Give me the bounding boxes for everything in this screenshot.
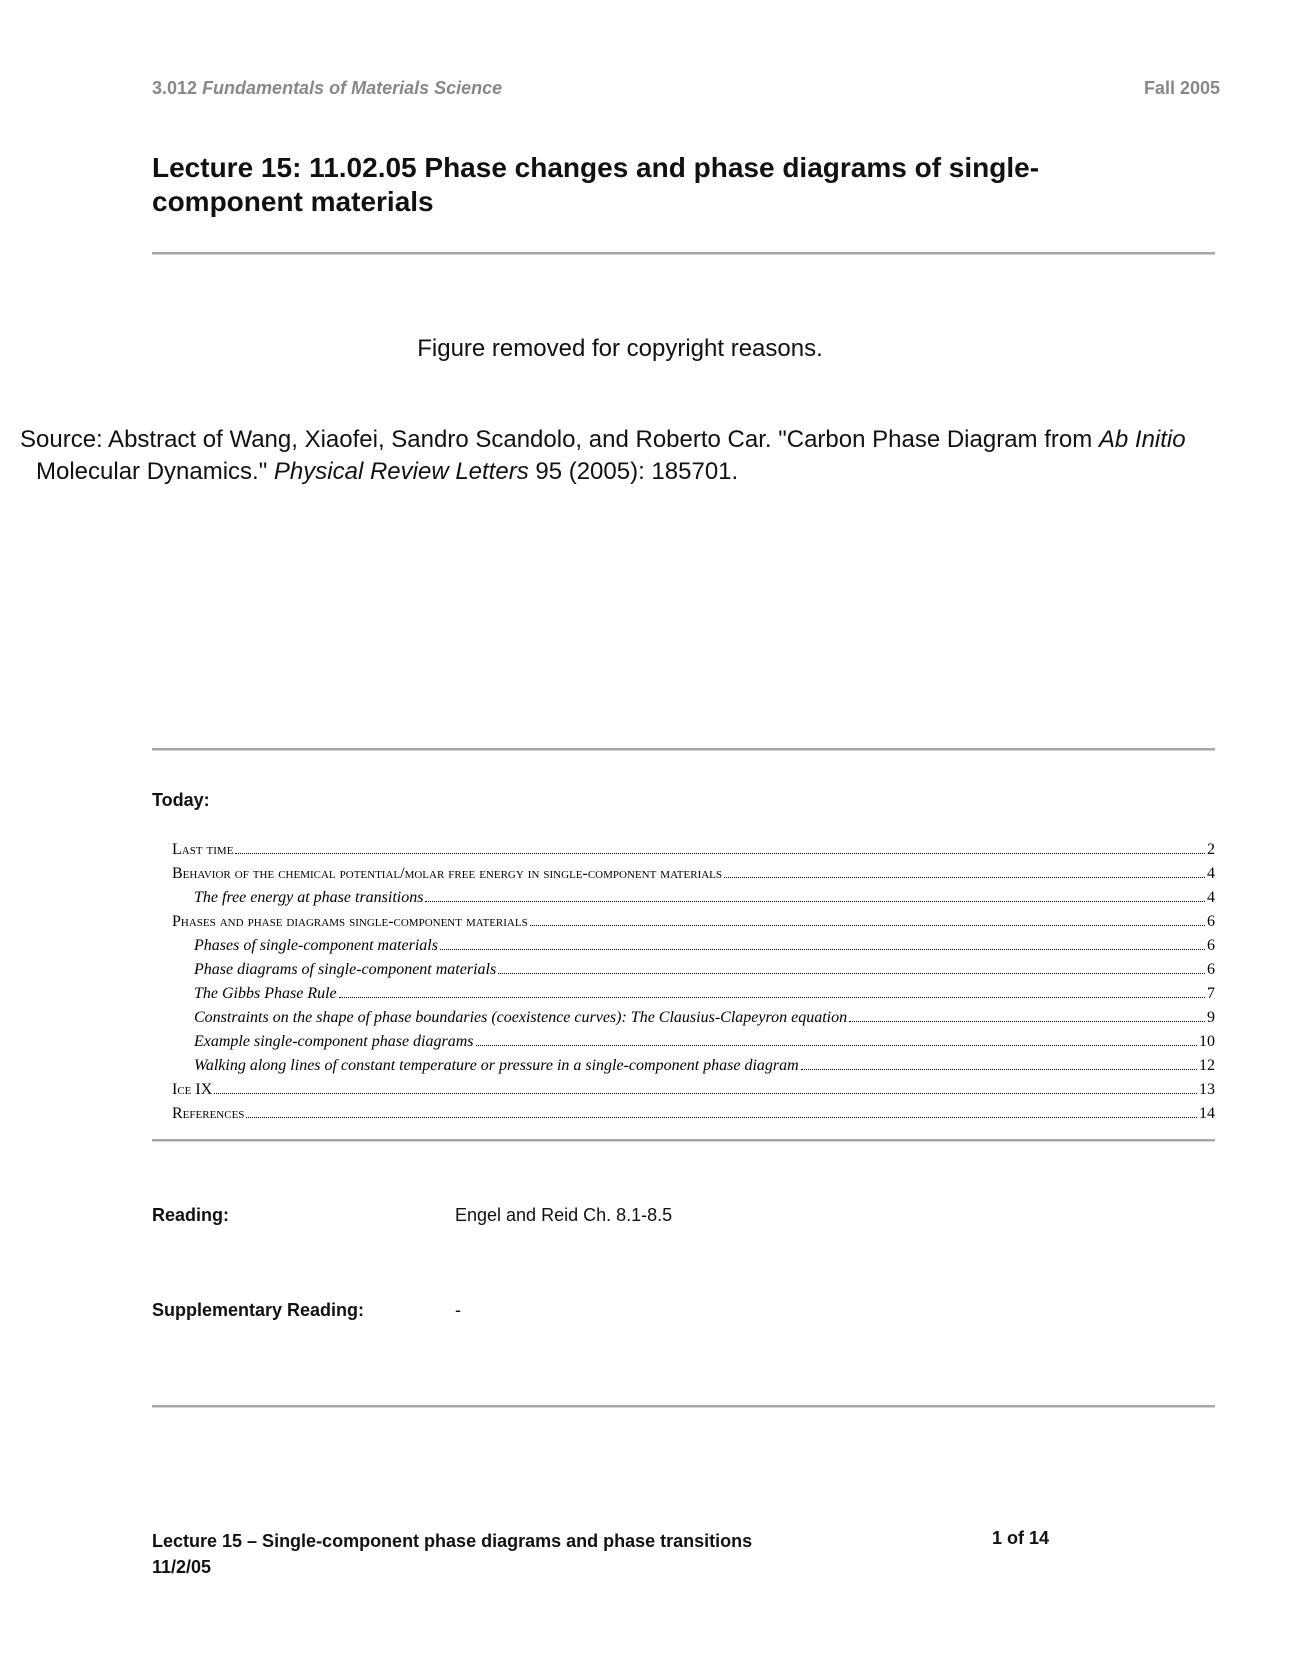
toc-leader	[440, 949, 1205, 950]
footer-date: 11/2/05	[152, 1557, 212, 1577]
course-name: Fundamentals of Materials Science	[202, 78, 503, 98]
toc-entry-label: The Gibbs Phase Rule	[194, 985, 337, 1002]
term-label: Fall 2005	[1143, 78, 1220, 98]
toc-entry-page: 12	[1199, 1057, 1215, 1074]
footer-title: Lecture 15 – Single-component phase diagrams and phase transitions	[152, 1531, 753, 1551]
toc-leader	[246, 1117, 1197, 1118]
toc-leader	[235, 853, 1205, 854]
toc-leader	[530, 925, 1205, 926]
toc-leader	[339, 997, 1205, 998]
divider-bottom	[152, 1405, 1215, 1408]
toc-entry-label: Phase diagrams of single-component materials	[194, 961, 497, 978]
toc-entry[interactable]	[172, 1102, 1215, 1126]
figure-source	[20, 424, 1298, 488]
divider-top	[152, 252, 1215, 255]
toc-entry[interactable]	[172, 1054, 1215, 1078]
toc-entry[interactable]	[172, 862, 1215, 886]
toc-entry-label: Last time	[172, 841, 234, 858]
toc-entry-page: 13	[1199, 1081, 1215, 1098]
supplementary-reading-value: -	[455, 1300, 461, 1320]
toc-entry-page: 4	[1207, 889, 1215, 906]
toc-entry[interactable]	[172, 958, 1215, 982]
course-number: 3.012	[152, 78, 198, 98]
toc-leader	[425, 901, 1205, 902]
toc-entry[interactable]	[172, 910, 1215, 934]
source-text-1: Source: Abstract of Wang, Xiaofei, Sandro Scandolo, and Roberto Car. "Carbon Phase Diagram from	[20, 426, 1099, 453]
divider-toc-bottom	[152, 1139, 1215, 1142]
page-footer	[152, 1528, 752, 1580]
toc-entry[interactable]	[172, 1078, 1215, 1102]
toc-entry-page: 9	[1207, 1009, 1215, 1026]
source-text-3: 95 (2005): 185701.	[528, 458, 739, 485]
toc-entry-page: 14	[1199, 1105, 1215, 1122]
toc-entry[interactable]	[172, 982, 1215, 1006]
figure-removed-notice: Figure removed for copyright reasons.	[417, 335, 823, 362]
toc-entry-label: Phases and phase diagrams single-component materials	[172, 913, 528, 930]
title-line-2: component materials	[152, 186, 434, 217]
toc-entry-page: 2	[1207, 841, 1215, 858]
toc-entry-label: Behavior of the chemical potential/molar free energy in single-component materials	[172, 865, 723, 882]
source-text-2: Molecular Dynamics."	[36, 458, 274, 485]
today-heading: Today:	[152, 790, 210, 810]
table-of-contents	[172, 838, 1215, 1126]
toc-entry[interactable]	[172, 838, 1215, 862]
toc-entry[interactable]	[172, 1006, 1215, 1030]
toc-entry[interactable]	[172, 934, 1215, 958]
page-number: 1 of 14	[992, 1528, 1050, 1548]
toc-leader	[849, 1021, 1205, 1022]
toc-leader	[476, 1045, 1197, 1046]
toc-entry[interactable]	[172, 1030, 1215, 1054]
source-journal: Physical Review Letters	[273, 458, 529, 485]
toc-leader	[801, 1069, 1197, 1070]
reading-label: Reading:	[152, 1205, 230, 1225]
toc-entry-label: The free energy at phase transitions	[194, 889, 424, 906]
toc-entry-label: Constraints on the shape of phase boundaries (coexistence curves): The Clausius-Clapeyron equation	[194, 1009, 848, 1026]
toc-entry[interactable]	[172, 886, 1215, 910]
divider-middle	[152, 748, 1215, 751]
toc-entry-page: 6	[1207, 937, 1215, 954]
toc-entry-label: Walking along lines of constant temperature or pressure in a single-component phase diagram	[194, 1057, 799, 1074]
toc-entry-page: 6	[1207, 961, 1215, 978]
toc-entry-page: 6	[1207, 913, 1215, 930]
page-title	[152, 151, 1152, 219]
toc-leader	[214, 1093, 1197, 1094]
toc-entry-page: 10	[1199, 1033, 1215, 1050]
title-line-1: Lecture 15: 11.02.05 Phase changes and phase diagrams of single-	[152, 152, 1040, 183]
toc-entry-label: Phases of single-component materials	[194, 937, 438, 954]
reading-value: Engel and Reid Ch. 8.1-8.5	[455, 1205, 673, 1225]
source-line-2	[20, 456, 1298, 488]
toc-entry-page: 7	[1207, 985, 1215, 1002]
toc-leader	[724, 877, 1205, 878]
supplementary-reading-label: Supplementary Reading:	[152, 1300, 365, 1320]
course-header	[152, 78, 502, 99]
source-italic-1: Ab Initio	[1098, 426, 1186, 453]
toc-entry-page: 4	[1207, 865, 1215, 882]
toc-entry-label: Ice IX	[172, 1081, 213, 1098]
toc-leader	[498, 973, 1205, 974]
toc-entry-label: References	[172, 1105, 245, 1122]
toc-entry-label: Example single-component phase diagrams	[194, 1033, 474, 1050]
